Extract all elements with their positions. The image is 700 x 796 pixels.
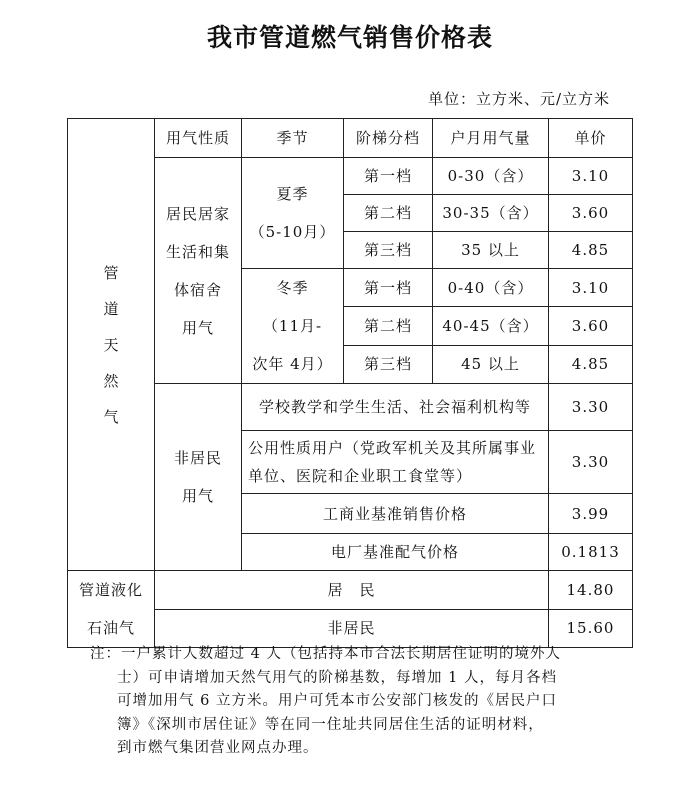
price-cell: 14.80	[549, 571, 633, 610]
header-price: 单价	[549, 119, 633, 158]
tier-cell: 第二档	[344, 195, 433, 232]
label-line: 用气	[181, 318, 214, 337]
note-line: 可增加用气 6 立方米。用户可凭本市公安部门核发的《居民户口	[117, 693, 557, 709]
usage-cell: 居 民	[155, 571, 549, 610]
note-line: 士）可申请增加天然气用气的阶梯基数，每增加 1 人，每月各档	[117, 669, 557, 686]
header-season: 季节	[242, 119, 344, 158]
tier-cell: 第三档	[344, 345, 433, 383]
header-row	[68, 119, 633, 158]
non-residential-label	[155, 384, 242, 571]
season-summer	[242, 158, 344, 269]
price-cell: 3.99	[549, 494, 633, 534]
header-tier: 阶梯分档	[344, 119, 433, 158]
price-cell: 15.60	[549, 609, 633, 648]
volume-cell: 35 以上	[433, 232, 549, 269]
price-cell: 3.30	[549, 384, 633, 431]
gas-price-table	[67, 118, 633, 648]
category-lpg	[68, 571, 155, 648]
price-cell: 3.60	[549, 307, 633, 345]
volume-cell: 30-35（含）	[433, 195, 549, 232]
volume-cell: 0-40（含）	[433, 269, 549, 307]
label-line: 居民居家	[165, 204, 230, 223]
footnote	[90, 643, 561, 761]
header-volume: 户月用气量	[433, 119, 549, 158]
category-char: 然	[103, 371, 119, 390]
residential-label	[155, 158, 242, 384]
category-char: 气	[103, 407, 119, 426]
label-line: 生活和集	[165, 242, 230, 261]
volume-cell: 40-45（含）	[433, 307, 549, 345]
note-line: 注：一户累计人数超过 4 人（包括持本市合法长期居住证明的境外人	[90, 646, 561, 662]
usage-cell: 公用性质用户（党政军机关及其所属事业单位、医院和企业职工食堂等）	[242, 431, 549, 494]
season-name: 夏季	[276, 185, 309, 203]
table-row	[68, 571, 633, 610]
page-title: 我市管道燃气销售价格表	[206, 23, 493, 52]
season-range: （11月-	[262, 317, 323, 335]
season-range: 次年 4月）	[252, 355, 333, 373]
season-winter	[242, 269, 344, 384]
volume-cell: 0-30（含）	[433, 158, 549, 195]
category-char: 管	[103, 263, 119, 282]
usage-cell: 学校教学和学生生活、社会福利机构等	[242, 384, 549, 431]
tier-cell: 第一档	[344, 269, 433, 307]
tier-cell: 第一档	[344, 158, 433, 195]
label-line: 非居民	[173, 449, 222, 467]
usage-cell: 非居民	[155, 609, 549, 648]
category-char: 道	[103, 299, 119, 318]
price-cell: 3.30	[549, 431, 633, 494]
usage-cell: 电厂基准配气价格	[242, 534, 549, 571]
season-name: 冬季	[276, 279, 309, 297]
price-cell: 0.1813	[549, 534, 633, 571]
note-line: 簿》《深圳市居住证》等在同一住址共同居住生活的证明材料，	[117, 716, 544, 733]
label-line: 体宿舍	[173, 280, 222, 299]
note-line: 到市燃气集团营业网点办理。	[117, 740, 319, 756]
unit-label: 单位：立方米、元/立方米	[427, 90, 610, 108]
season-range: （5-10月）	[249, 223, 336, 241]
volume-cell: 45 以上	[433, 345, 549, 383]
price-cell: 3.60	[549, 195, 633, 232]
tier-cell: 第二档	[344, 307, 433, 345]
tier-cell: 第三档	[344, 232, 433, 269]
category-char: 天	[103, 335, 119, 354]
header-usage-type: 用气性质	[155, 119, 242, 158]
category-pipeline-gas	[68, 119, 155, 571]
label-line: 管道液化	[78, 581, 143, 599]
price-cell: 4.85	[549, 232, 633, 269]
price-cell: 3.10	[549, 269, 633, 307]
price-cell: 3.10	[549, 158, 633, 195]
usage-cell: 工商业基准销售价格	[242, 494, 549, 534]
label-line: 用气	[181, 487, 214, 505]
label-line: 石油气	[86, 619, 135, 637]
price-cell: 4.85	[549, 345, 633, 383]
